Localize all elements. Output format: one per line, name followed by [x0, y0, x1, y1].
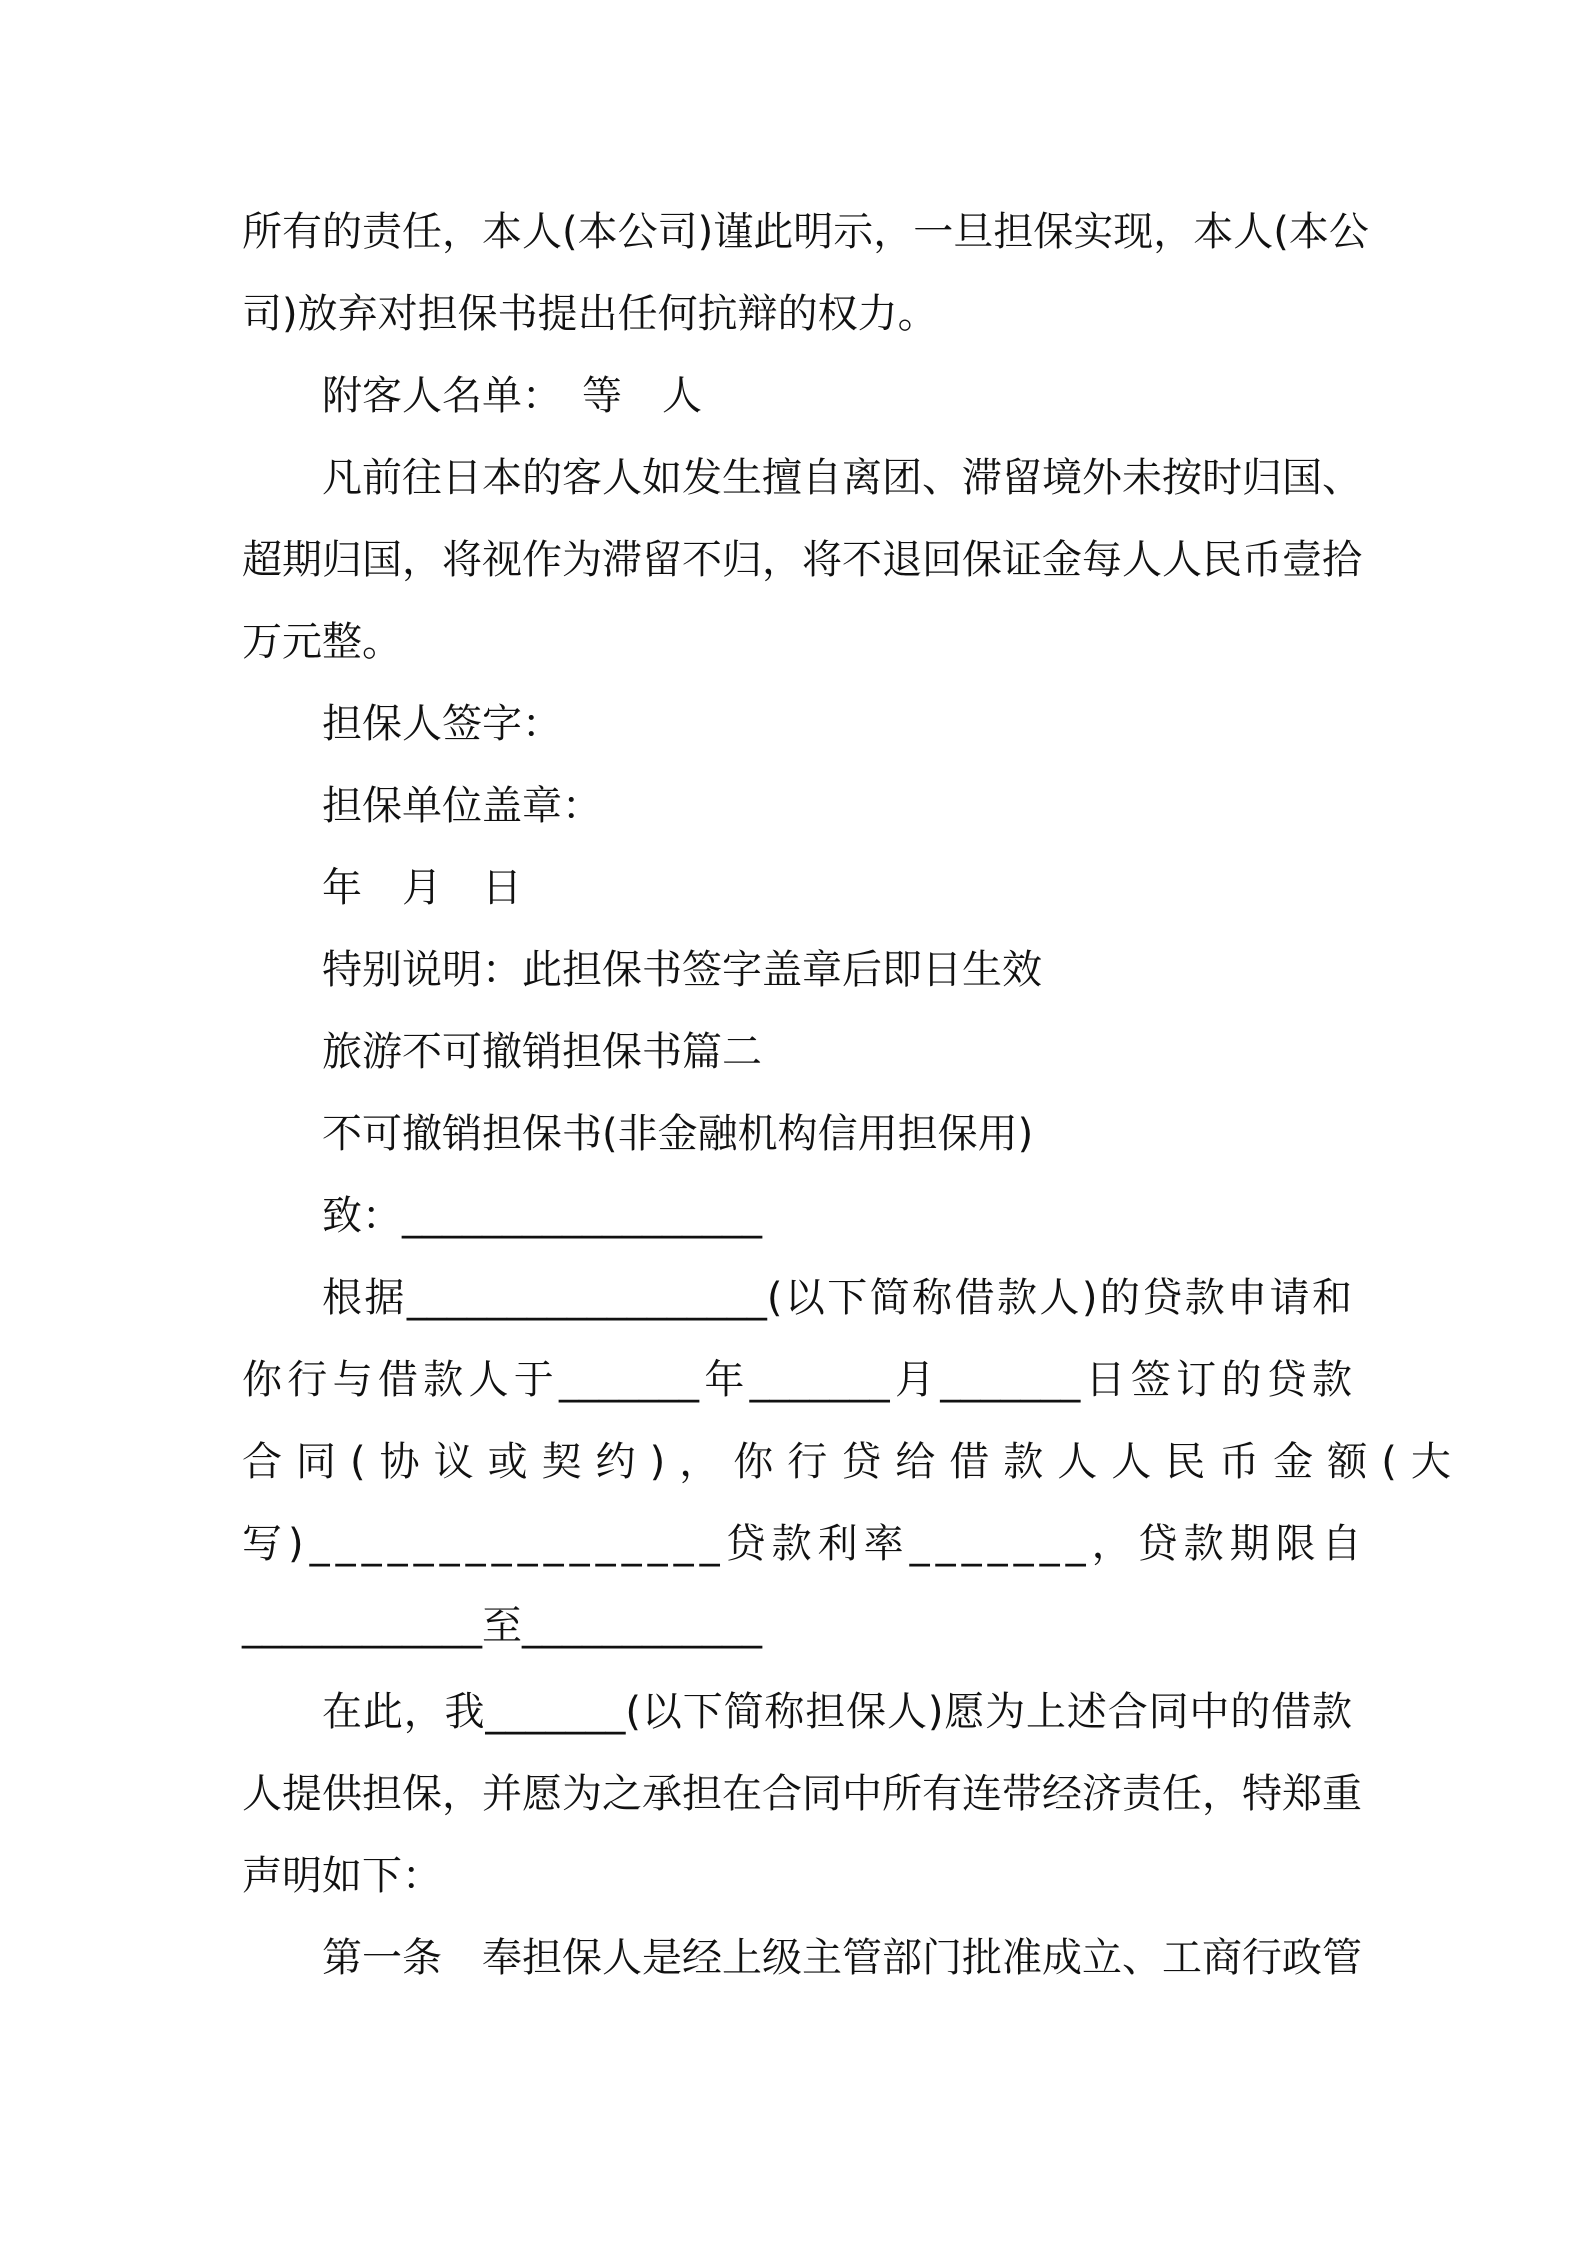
paragraph-line-2: 司)放弃对担保书提出任何抗辩的权力。 [242, 291, 938, 337]
paragraph-line-6: 万元整。 [242, 619, 402, 665]
document-subtitle: 不可撤销担保书(非金融机构信用担保用) [322, 1111, 1034, 1157]
article-one-line: 第一条 奉担保人是经上级主管部门批准成立、工商行政管 [322, 1935, 1362, 1981]
guarantor-signature-label: 担保人签字： [322, 701, 562, 747]
guest-list-label: 附客人名单： 等 人 [322, 373, 702, 419]
paragraph-line-14: 根据__________________(以下简称借款人)的贷款申请和 [322, 1275, 1352, 1321]
paragraph-line-15: 你行与借款人于_______年_______月_______日签订的贷款 [242, 1357, 1352, 1403]
paragraph-line-18: ____________至____________ [242, 1603, 762, 1649]
paragraph-line-16: 合同(协议或契约)，你行贷给借款人人民币金额(大 [242, 1439, 1465, 1485]
paragraph-line-1: 所有的责任，本人(本公司)谨此明示，一旦担保实现，本人(本公 [242, 209, 1369, 255]
paragraph-line-17: 写)________________贷款利率_______，贷款期限自 [242, 1521, 1368, 1567]
paragraph-line-19: 在此，我_______(以下简称担保人)愿为上述合同中的借款 [322, 1689, 1352, 1735]
section-title: 旅游不可撤销担保书篇二 [322, 1029, 762, 1075]
special-note: 特别说明：此担保书签字盖章后即日生效 [322, 947, 1042, 993]
paragraph-line-5: 超期归国，将视作为滞留不归，将不退回保证金每人人民币壹拾 [242, 537, 1362, 583]
date-line: 年 月 日 [322, 865, 522, 911]
paragraph-line-20: 人提供担保，并愿为之承担在合同中所有连带经济责任，特郑重 [242, 1771, 1362, 1817]
guarantor-seal-label: 担保单位盖章： [322, 783, 602, 829]
addressee-line: 致：__________________ [322, 1193, 762, 1239]
paragraph-line-21: 声明如下： [242, 1853, 442, 1899]
paragraph-line-4: 凡前往日本的客人如发生擅自离团、滞留境外未按时归国、 [322, 455, 1362, 501]
